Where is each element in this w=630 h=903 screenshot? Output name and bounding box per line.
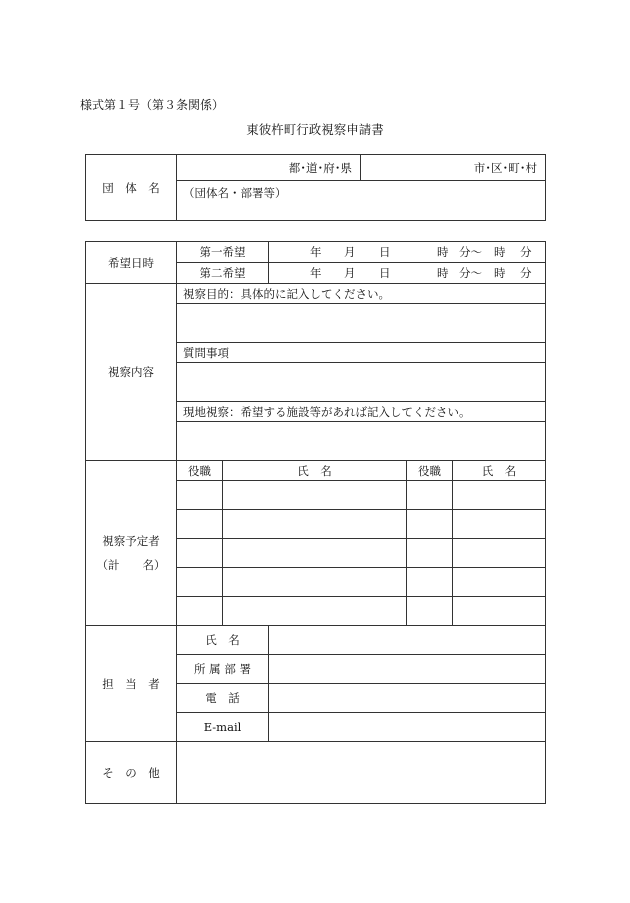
contact-email-label: E-mail (177, 713, 269, 742)
name-field[interactable] (223, 481, 407, 510)
hour-to-unit: 時 (494, 266, 506, 280)
other-label: そ の 他 (86, 742, 177, 804)
minute-from-unit: 分～ (459, 245, 482, 259)
role-field[interactable] (177, 597, 223, 626)
contact-name-field[interactable] (269, 626, 546, 655)
contact-email-field[interactable] (269, 713, 546, 742)
site-visit-label: 現地視察：希望する施設等があれば記入してください。 (177, 402, 546, 422)
name-header: 氏 名 (223, 461, 407, 481)
content-label: 視察内容 (86, 284, 177, 461)
group-table (85, 154, 546, 221)
role-field[interactable] (407, 597, 453, 626)
group-label: 団 体 名 (86, 155, 177, 221)
name-field[interactable] (223, 568, 407, 597)
role-header: 役職 (177, 461, 223, 481)
prefecture-label: 都･道･府･県 (288, 160, 352, 175)
minute-to-unit: 分 (520, 245, 532, 259)
contact-phone-label: 電 話 (177, 684, 269, 713)
role-field[interactable] (407, 510, 453, 539)
name-header-2: 氏 名 (453, 461, 546, 481)
year-unit: 年 (310, 245, 322, 259)
purpose-label: 視察目的：具体的に記入してください。 (177, 284, 546, 304)
day-unit: 日 (379, 245, 391, 259)
name-field[interactable] (223, 510, 407, 539)
purpose-field[interactable] (177, 304, 546, 343)
group-name-hint: （団体名・部署等） (183, 186, 287, 200)
name-field[interactable] (453, 568, 546, 597)
form-number: 様式第１号（第３条関係） (80, 98, 225, 112)
municipality-field[interactable] (361, 155, 546, 181)
name-field[interactable] (453, 481, 546, 510)
contact-phone-field[interactable] (269, 684, 546, 713)
contact-dept-field[interactable] (269, 655, 546, 684)
first-choice-datetime[interactable] (269, 242, 546, 263)
minute-from-unit: 分～ (459, 266, 482, 280)
name-field[interactable] (223, 597, 407, 626)
second-choice-label: 第二希望 (177, 263, 269, 284)
name-field[interactable] (453, 510, 546, 539)
municipality-label: 市･区･町･村 (473, 160, 537, 175)
name-field[interactable] (453, 597, 546, 626)
month-unit: 月 (344, 266, 356, 280)
contact-label: 担 当 者 (86, 626, 177, 742)
name-field[interactable] (223, 539, 407, 568)
minute-to-unit: 分 (520, 266, 532, 280)
hour-unit: 時 (437, 245, 449, 259)
visitors-label-line1: 視察予定者 (102, 534, 160, 548)
document-title: 東彼杵町行政視察申請書 (246, 122, 384, 137)
visitors-label-line2: （計 名） (96, 558, 166, 572)
questions-label: 質問事項 (177, 343, 546, 363)
day-unit: 日 (379, 266, 391, 280)
hour-unit: 時 (437, 266, 449, 280)
role-field[interactable] (177, 568, 223, 597)
role-field[interactable] (177, 481, 223, 510)
role-field[interactable] (407, 568, 453, 597)
other-field[interactable] (177, 742, 546, 804)
year-unit: 年 (310, 266, 322, 280)
role-header-2: 役職 (407, 461, 453, 481)
contact-dept-label: 所 属 部 署 (177, 655, 269, 684)
name-field[interactable] (453, 539, 546, 568)
prefecture-field[interactable] (177, 155, 361, 181)
site-visit-field[interactable] (177, 422, 546, 461)
main-table (85, 241, 546, 804)
role-field[interactable] (177, 539, 223, 568)
schedule-label: 希望日時 (86, 242, 177, 284)
second-choice-datetime[interactable] (269, 263, 546, 284)
contact-name-label: 氏 名 (177, 626, 269, 655)
role-field[interactable] (407, 539, 453, 568)
month-unit: 月 (344, 245, 356, 259)
role-field[interactable] (177, 510, 223, 539)
questions-field[interactable] (177, 363, 546, 402)
hour-to-unit: 時 (494, 245, 506, 259)
visitors-label (86, 461, 177, 626)
role-field[interactable] (407, 481, 453, 510)
group-name-field[interactable] (177, 181, 546, 221)
first-choice-label: 第一希望 (177, 242, 269, 263)
